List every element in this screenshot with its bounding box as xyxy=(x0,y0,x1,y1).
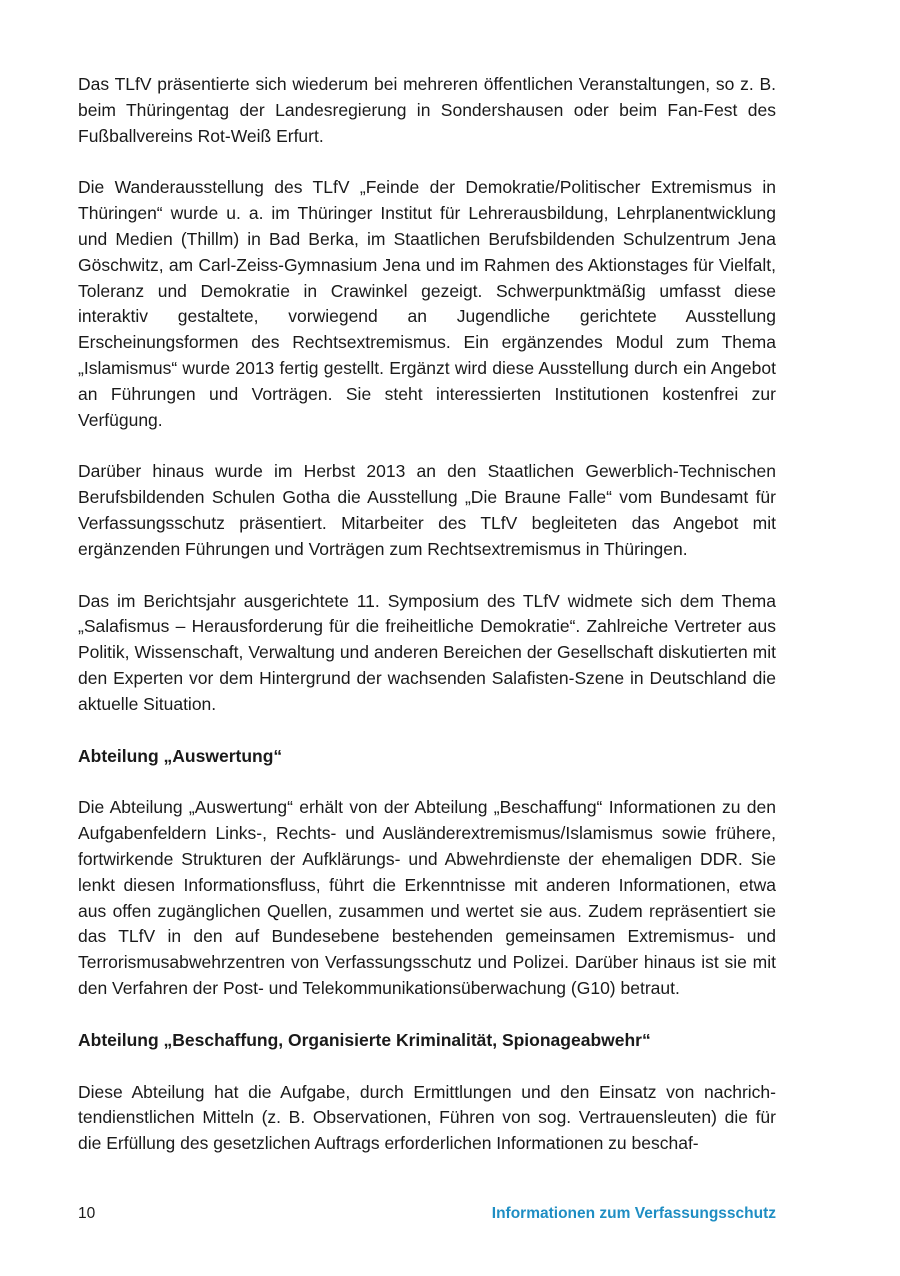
footer-publication-title: Informationen zum Verfassungsschutz xyxy=(491,1205,776,1222)
page-number: 10 xyxy=(78,1205,96,1222)
paragraph-auswertung: Die Abteilung „Auswertung“ erhält von der Abteilung „Beschaffung“ Informationen zu den Aufgabenfeldern Links-, Rechts- und Ausländerextremismus/Islamismus sowie frühere, fortwirkende Strukturen der Aufklärungs- und Abwehrdienste der ehemaligen DDR. Sie lenkt diesen Informationsfluss, führt die Erkenntnisse mit anderen Informationen, etwa aus offen zugänglichen Quellen, zusammen und wertet sie aus. Zudem repräsentiert sie das TLfV in den auf Bundesebene bestehenden gemeinsamen Extremismus- und Terrorismusabwehrzentren von Verfassungsschutz und Polizei. Darüber hinaus ist sie mit den Verfahren der Post- und Telekommunikationsüberwachung (G10) betraut. xyxy=(78,797,776,998)
paragraph-braune-falle-exhibition: Darüber hinaus wurde im Herbst 2013 an den Staatlichen Gewerblich-Technischen Berufsbildenden Schulen Gotha die Ausstellung „Die Braune Falle“ vom Bundesamt für Verfassungsschutz präsentiert. Mitarbeiter des TLfV begleiteten das Angebot mit ergänzenden Führungen und Vorträgen zum Rechtsextremismus in Thüringen. xyxy=(78,461,776,559)
paragraph-traveling-exhibition: Die Wanderausstellung des TLfV „Feinde der Demokratie/Politischer Extremismus in Thüringen“ wurde u. a. im Thüringer Institut für Lehrerausbildung, Lehrplanentwicklung und Medien (Thillm) in Bad Berka, im Staatlichen Berufsbildenden Schulzentrum Jena Göschwitz, am Carl-Zeiss-Gymnasium Jena und im Rahmen des Aktionstages für Vielfalt, Toleranz und Demokratie in Crawinkel gezeigt. Schwerpunktmäßig umfasst diese interaktiv gestaltete, vorwiegend an Jugendliche gerichtete Ausstellung Erscheinungsformen des Rechtsextremismus. Ein ergänzendes Modul zum Thema „Islamismus“ wurde 2013 fertig gestellt. Ergänzt wird diese Ausstellung durch ein Angebot an Führungen und Vorträgen. Sie steht interessierten Institutionen kostenfrei zur Verfügung. xyxy=(78,177,776,430)
document-body xyxy=(78,72,776,1183)
paragraph-symposium: Das im Berichtsjahr ausgerichtete 11. Symposium des TLfV widmete sich dem Thema „Salafismus – Herausforderung für die freiheitliche Demokratie“. Zahlreiche Vertreter aus Politik, Wissenschaft, Verwaltung und anderen Bereichen der Gesellschaft diskutierten mit den Experten vor dem Hintergrund der wachsenden Salafisten-Szene in Deutschland die aktuelle Situation. xyxy=(78,590,776,714)
page-footer xyxy=(78,1202,776,1226)
paragraph-beschaffung: Diese Abteilung hat die Aufgabe, durch Ermittlungen und den Einsatz von nachrichtendienstlichen Mitteln (z. B. Observationen, Führen von sog. Vertrauensleuten) die für die Erfüllung des gesetzlichen Auftrags erforderlichen Informationen zu beschaf- xyxy=(78,1081,776,1154)
section-heading-beschaffung: Abteilung „Beschaffung, Organisierte Kriminalität, Spionageabwehr“ xyxy=(78,1029,651,1050)
section-heading-auswertung: Abteilung „Auswertung“ xyxy=(78,745,283,766)
paragraph-public-events: Das TLfV präsentierte sich wiederum bei mehreren öffentlichen Veranstaltungen, so z. B. beim Thüringentag der Landesregierung in Sondershausen oder beim Fan-Fest des Fußballvereins Rot-Weiß Erfurt. xyxy=(78,74,776,146)
